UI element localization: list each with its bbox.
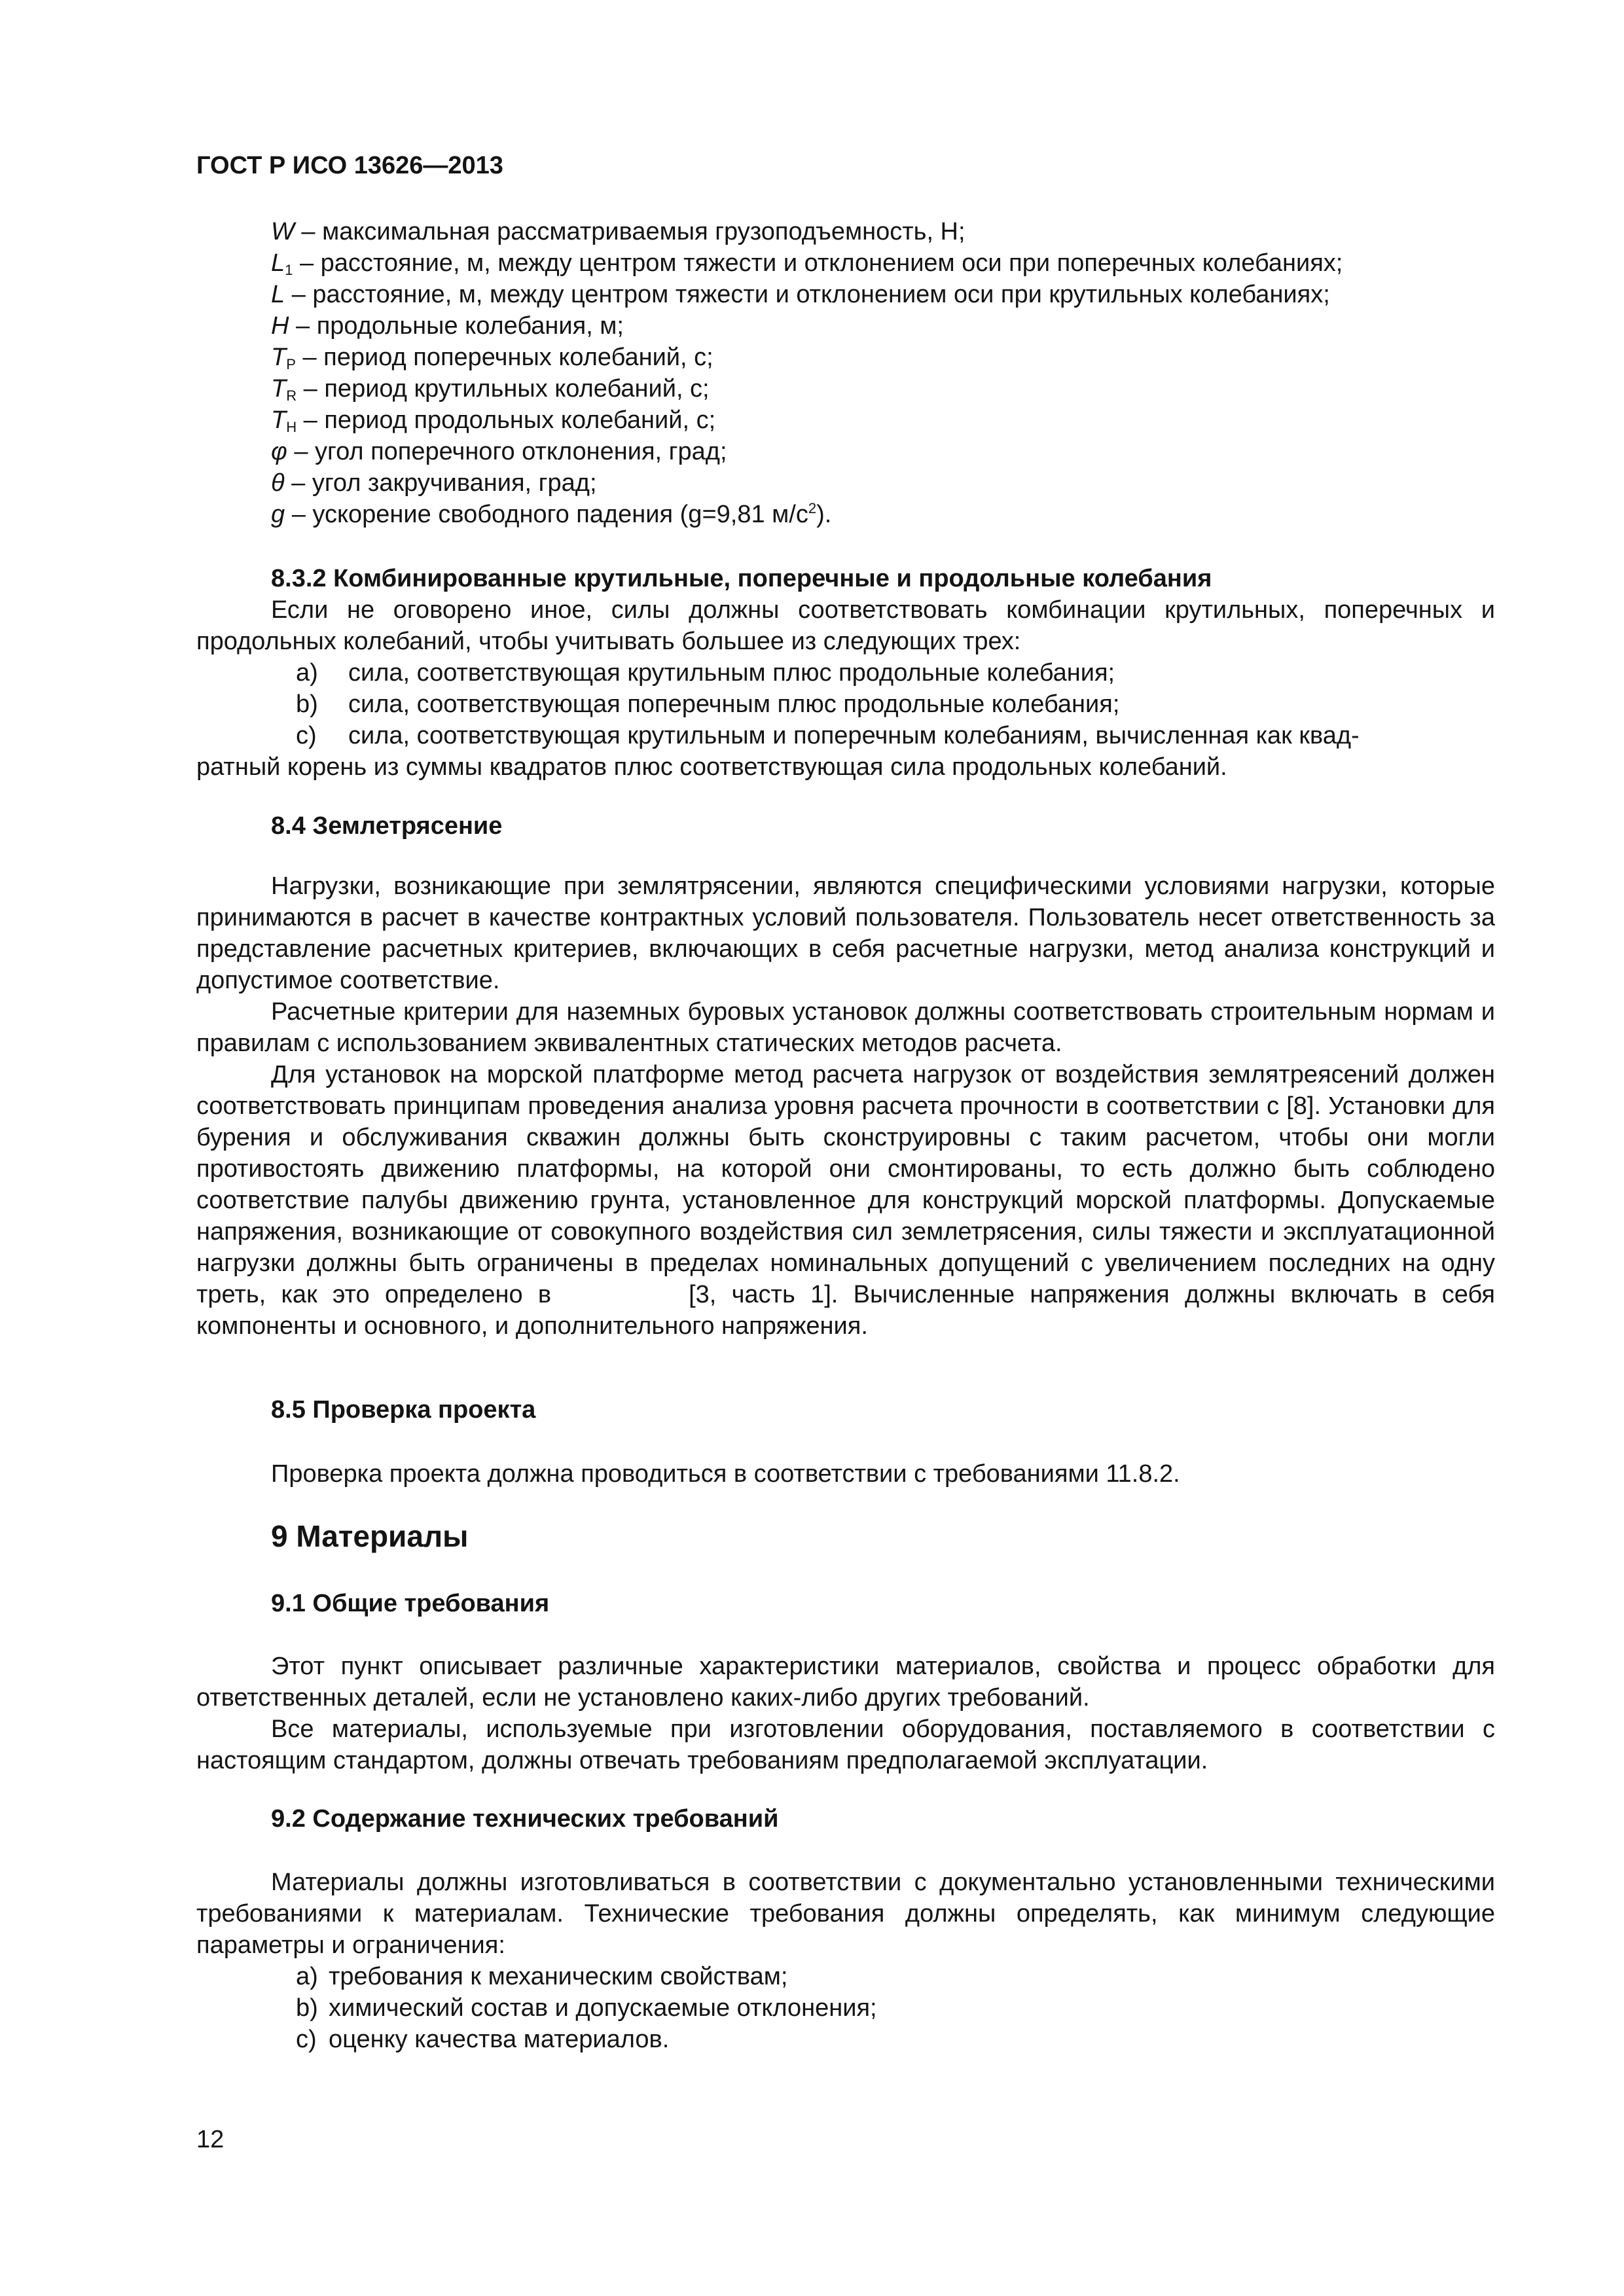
list-item: a) сила, соответствующая крутильным плюс продольные колебания;	[296, 659, 1115, 687]
list-item: c) оценку качества материалов.	[296, 2026, 670, 2053]
section-9-2-body	[196, 1867, 1495, 2055]
page-number: 12	[196, 2126, 225, 2153]
paragraph: Расчетные критерии для наземных буровых установок должны соответствовать строительным нормам и правилам с использованием эквивалентных статических методов расчета.	[196, 998, 1495, 1057]
variable-item: W – максимальная рассматриваемыя грузоподъемность, Н;	[271, 218, 965, 245]
variable-item: $T_H$ – период продольных колебаний, с;	[271, 406, 716, 435]
list-item: a) требования к механическим свойствам;	[296, 1963, 788, 1990]
paragraph: Все материалы, используемые при изготовлении оборудования, поставляемого в соответствии с настоящим стандартом, должны отвечать требованиям предполагаемой эксплуатации.	[196, 1715, 1495, 1774]
section-heading: 8.5 Проверка проекта	[271, 1396, 536, 1424]
list-item: b) сила, соответствующая поперечным плюс продольные колебания;	[296, 691, 1120, 718]
standard-header: ГОСТ Р ИСО 13626—2013	[196, 152, 503, 179]
variable-item: $L_1$ – расстояние, м, между центром тяжести и отклонением оси при поперечных колебаниях;	[271, 249, 1343, 278]
variable-item: L – расстояние, м, между центром тяжести и отклонением оси при крутильных колебаниях;	[271, 281, 1330, 308]
variable-item: φ – угол поперечного отклонения, град;	[271, 438, 727, 465]
paragraph: Если не оговорено иное, силы должны соответствовать комбинации крутильных, поперечных и продольных колебаний, чтобы учитывать большее из следующих трех:	[196, 596, 1495, 655]
document-page	[196, 0, 1495, 2296]
variable-item: $T_P$ – период поперечных колебаний, с;	[271, 344, 713, 372]
section-8-4	[196, 810, 1495, 842]
section-heading: 9.1 Общие требования	[271, 1590, 550, 1617]
variable-item: g – ускорение свободного падения (g=9,81 $м/с^2$).	[271, 500, 832, 528]
paragraph: Для установок на морской платформе метод расчета нагрузок от воздействия землятреясений должен соответствовать принципам проведения анализа уровня расчета прочности в соответствии с [8]. Установки для бурения и обслуживания скважин должны быть сконструировны с таким расчетом, чтобы они могли противостоять движению платформы, на которой они смонтированы, то есть должно быть соблюдено соответствие палубы движению грунта, установленное для конструкций морской платформы. Допускаемые напряжения, возникающие от совокупного воздействия сил землетрясения, силы тяжести и эксплуатационной нагрузки должны быть ограничены в пределах номинальных допущений с увеличением последних на одну треть, как это определено в [3, часть 1]. Вычисленные напряжения должны включать в себя компоненты и основного, и дополнительного напряжения.	[196, 1061, 1495, 1340]
variable-item: H – продольные колебания, м;	[271, 312, 624, 340]
section-8-3-2	[196, 563, 1495, 783]
section-8-5	[196, 1394, 1495, 1426]
paragraph: Нагрузки, возникающие при землятрясении, являются специфическими условиями нагрузки, которые принимаются в расчет в качестве контрактных условий пользователя. Пользователь несет ответственность за представление расчетных критериев, включающих в себя расчетные нагрузки, метод анализа конструкций и допустимое соответствие.	[196, 872, 1495, 994]
chapter-heading: 9 Материалы	[271, 1519, 469, 1553]
paragraph-continuation: ратный корень из суммы квадратов плюс соответствующая сила продольных колебаний.	[196, 753, 1227, 781]
section-8-4-body	[196, 870, 1495, 1342]
list-item: c) сила, соответствующая крутильным и поперечным колебаниям, вычисленная как квад-	[296, 722, 1360, 749]
chapter-9	[196, 1520, 1495, 1552]
section-9-1-body	[196, 1651, 1495, 1776]
section-9-1	[196, 1588, 1495, 1619]
variable-list	[196, 216, 1495, 530]
list-item: b) химический состав и допускаемые отклонения;	[296, 1994, 877, 2022]
variable-item: $T_R$ – период крутильных колебаний, с;	[271, 375, 710, 404]
variable-item: θ – угол закручивания, град;	[271, 469, 597, 497]
section-8-5-body	[196, 1458, 1495, 1490]
section-9-2	[196, 1803, 1495, 1835]
paragraph: Проверка проекта должна проводиться в соответствии с требованиями 11.8.2.	[271, 1460, 1180, 1488]
section-heading: 9.2 Содержание технических требований	[271, 1805, 779, 1833]
paragraph: Этот пункт описывает различные характеристики материалов, свойства и процесс обработки для ответственных деталей, если не установлено каких-либо других требований.	[196, 1653, 1495, 1712]
section-heading: 8.4 Землетрясение	[271, 812, 503, 840]
section-heading: 8.3.2 Комбинированные крутильные, поперечные и продольные колебания	[271, 565, 1212, 592]
paragraph: Материалы должны изготовливаться в соответствии с документально установленными техническими требованиями к материалам. Технические требования должны определять, как минимум следующие параметры и ограничения:	[196, 1869, 1495, 1959]
